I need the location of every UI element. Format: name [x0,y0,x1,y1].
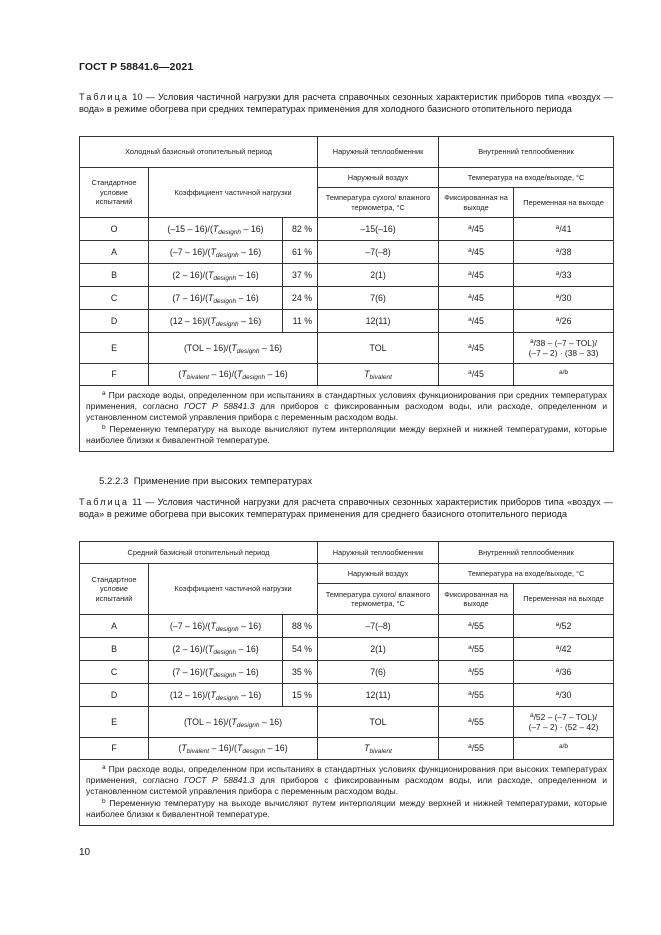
variable-outlet-cell: $^a$/52 [514,615,614,638]
outdoor-air-header: Наружный воздух [318,168,439,188]
fixed-outlet-header: Фиксированная на выходе [439,584,514,615]
condition-cell: C [80,287,149,310]
condition-cell: E [80,707,149,738]
section-heading: 5.2.2.3 Применение при высоких температурах [99,476,313,487]
outdoor-temp-cell: 7(6) [318,287,439,310]
standard-condition-header: Стандартное условие испытаний [80,564,149,615]
load-formula-cell: $(TOL - 16)/(T_{designh} - 16)$ [149,707,318,738]
load-formula-cell: $(12 - 16)/(T_{designh} - 16)$ [149,684,283,707]
indoor-hx-header: Внутренний теплообменник [439,542,614,564]
condition-cell: O [80,218,149,241]
fixed-outlet-cell: $^a$/55 [439,684,514,707]
period-header: Холодный базисный отопительный период [80,137,318,168]
inlet-outlet-temp-header: Температура на входе/выходе, °С [439,168,614,188]
table-row [80,241,614,264]
table-row-f [80,364,614,386]
variable-outlet-cell: $^a$/36 [514,661,614,684]
load-formula-cell: $(T_{bivalent} - 16)/(T_{designh} - 16)$ [149,738,318,760]
variable-outlet-cell: $^a$/30 [514,287,614,310]
fixed-outlet-cell: $^a$/45 [439,218,514,241]
variable-outlet-header: Переменная на выходе [514,584,614,615]
fixed-outlet-cell: $^a$/55 [439,615,514,638]
variable-outlet-cell: a/b [514,738,614,760]
variable-outlet-cell: $^a$/52 – (–7 – TOL)/ (–7 – 2) · (52 – 42) [514,707,614,738]
outdoor-temp-cell: 7(6) [318,661,439,684]
table-row-e [80,707,614,738]
load-percent-cell: 24 % [283,287,318,310]
inlet-outlet-temp-header: Температура на входе/выходе, °С [439,564,614,584]
load-formula-cell: $(7 - 16)/(T_{designh} - 16)$ [149,661,283,684]
fixed-outlet-cell: $^a$/55 [439,661,514,684]
table-row [80,264,614,287]
load-percent-cell: 11 % [283,310,318,333]
outdoor-temp-cell: TOL [318,707,439,738]
fixed-outlet-header: Фиксированная на выходе [439,188,514,218]
load-formula-cell: $(-15 - 16)/(T_{designh} - 16)$ [149,218,283,241]
fixed-outlet-cell: $^a$/55 [439,707,514,738]
variable-outlet-cell: $^a$/41 [514,218,614,241]
fixed-outlet-cell: $^a$/45 [439,241,514,264]
table-11 [79,541,614,826]
table-notes [80,760,614,826]
load-formula-cell: $(2 - 16)/(T_{designh} - 16)$ [149,638,283,661]
fixed-outlet-cell: $^a$/45 [439,310,514,333]
condition-cell: C [80,661,149,684]
outdoor-temp-cell: –7(–8) [318,241,439,264]
load-percent-cell: 15 % [283,684,318,707]
condition-cell: E [80,333,149,364]
note-a: $^a$ При расходе воды, определенном при испытаниях в стандартных условиях функционирования при высоких температурах применения, согласно ГОСТ Р 58841.3 для приборов с фиксированным расходом воды, или расходе, определенном и установленном системой управления прибора с переменным расходом воды. [86,764,608,796]
dry-wet-temp-header: Температура сухого/ влажного термометра, °С [318,188,439,218]
fixed-outlet-cell: $^a$/55 [439,638,514,661]
table-caption-text: 10 — Условия частичной нагрузки для расчета справочных сезонных характеристик приборов типа «воздух — вода» в режиме обогрева при средних температурах применения для холодного базисного отопительного периода [79,92,613,114]
table-row-e [80,333,614,364]
outdoor-temp-cell: TOL [318,333,439,364]
outdoor-temp-cell: –7(–8) [318,615,439,638]
table-row [80,638,614,661]
load-factor-header: Коэффициент частичной нагрузки [149,564,318,615]
load-percent-cell: 35 % [283,661,318,684]
condition-cell: D [80,684,149,707]
table-caption-label: Таблица [79,497,130,507]
document-id: ГОСТ Р 58841.6—2021 [79,61,194,73]
load-percent-cell: 54 % [283,638,318,661]
note-b: $^b$ Переменную температуру на выходе вычисляют путем интерполяции между верхней и нижней температурами, которые наиболее близки к бивалентной температуре. [86,424,608,445]
outdoor-temp-cell: 12(11) [318,310,439,333]
variable-outlet-header: Переменная на выходе [514,188,614,218]
note-b: $^b$ Переменную температуру на выходе вычисляют путем интерполяции между верхней и нижней температурами, которые наиболее близки к бивалентной температуре. [86,798,608,819]
variable-outlet-cell: a/b [514,364,614,386]
condition-cell: A [80,241,149,264]
variable-outlet-cell: $^a$/38 [514,241,614,264]
standard-condition-header: Стандартное условие испытаний [80,168,149,218]
period-header: Средний базисный отопительный период [80,542,318,564]
table-row [80,684,614,707]
condition-cell: F [80,364,149,386]
load-formula-cell: $(-7 - 16)/(T_{designh} - 16)$ [149,241,283,264]
table-10-caption [79,92,613,115]
table-caption-text: 11 — Условия частичной нагрузки для расчета справочных сезонных характеристик приборов типа «воздух — вода» в режиме обогрева при высоких температурах применения для среднего базисного отопительного периода [79,497,613,519]
outdoor-temp-cell: 12(11) [318,684,439,707]
table-notes [80,386,614,452]
condition-cell: A [80,615,149,638]
outdoor-temp-cell: 2(1) [318,638,439,661]
condition-cell: F [80,738,149,760]
outdoor-temp-cell: $T_{bivalent}$ [318,738,439,760]
load-percent-cell: 37 % [283,264,318,287]
outdoor-air-header: Наружный воздух [318,564,439,584]
variable-outlet-cell: $^a$/33 [514,264,614,287]
load-formula-cell: $(7 - 16)/(T_{designh} - 16)$ [149,287,283,310]
table-row [80,287,614,310]
table-11-caption [79,497,613,520]
fixed-outlet-cell: $^a$/45 [439,333,514,364]
outdoor-temp-cell: 2(1) [318,264,439,287]
condition-cell: B [80,264,149,287]
load-percent-cell: 82 % [283,218,318,241]
page-number: 10 [79,847,91,858]
load-formula-cell: $(-7 - 16)/(T_{designh} - 16)$ [149,615,283,638]
load-formula-cell: $(12 - 16)/(T_{designh} - 16)$ [149,310,283,333]
outdoor-temp-cell: $T_{bivalent}$ [318,364,439,386]
outdoor-temp-cell: –15(–16) [318,218,439,241]
load-formula-cell: $(2 - 16)/(T_{designh} - 16)$ [149,264,283,287]
variable-outlet-cell: $^a$/26 [514,310,614,333]
variable-outlet-cell: $^a$/42 [514,638,614,661]
load-formula-cell: $(T_{bivalent} - 16)/(T_{designh} - 16)$ [149,364,318,386]
fixed-outlet-cell: $^a$/45 [439,364,514,386]
table-row [80,218,614,241]
table-row [80,615,614,638]
table-10 [79,136,614,452]
condition-cell: D [80,310,149,333]
note-a: $^a$ При расходе воды, определенном при испытаниях в стандартных условиях функционирования при средних температурах применения, согласно ГОСТ Р 58841.3 для приборов с фиксированным расходом воды, или расходе, определенном и установленном системой управления прибора с переменным расходом воды. [86,390,608,422]
outdoor-hx-header: Наружный теплообменник [318,542,439,564]
load-factor-header: Коэффициент частичной нагрузки [149,168,318,218]
fixed-outlet-cell: $^a$/45 [439,287,514,310]
indoor-hx-header: Внутренний теплообменник [439,137,614,168]
variable-outlet-cell: $^a$/38 – (–7 – TOL)/ (–7 – 2) · (38 – 33) [514,333,614,364]
table-row [80,661,614,684]
load-percent-cell: 88 % [283,615,318,638]
load-formula-cell: $(TOL - 16)/(T_{designh} - 16)$ [149,333,318,364]
variable-outlet-cell: $^a$/30 [514,684,614,707]
table-row-f [80,738,614,760]
fixed-outlet-cell: $^a$/45 [439,264,514,287]
condition-cell: B [80,638,149,661]
fixed-outlet-cell: $^a$/55 [439,738,514,760]
table-caption-label: Таблица [79,92,130,102]
outdoor-hx-header: Наружный теплообменник [318,137,439,168]
dry-wet-temp-header: Температура сухого/ влажного термометра, °С [318,584,439,615]
table-row [80,310,614,333]
load-percent-cell: 61 % [283,241,318,264]
